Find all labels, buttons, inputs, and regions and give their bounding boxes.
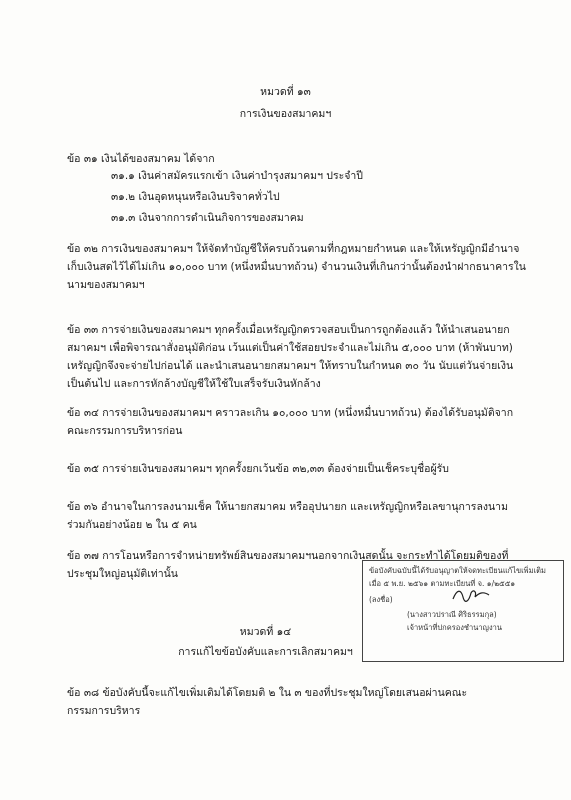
article-32-line: นามของสมาคมฯ: [67, 279, 145, 291]
registration-stamp: [362, 560, 564, 662]
article-33-line: ข้อ ๓๓ การจ่ายเงินของสมาคมฯ ทุกครั้งเมื่อเหรัญญิกตรวจสอบเป็นการถูกต้องแล้ว ให้นำเสนอนายก: [67, 324, 510, 336]
article-31-intro: ข้อ ๓๑ เงินได้ของสมาคม ได้จาก: [67, 153, 215, 165]
stamp-officer-name: (นางสาวปราณี ศิริธรรมกุล): [407, 610, 497, 619]
article-33: [67, 321, 513, 393]
article-31-items: [111, 166, 363, 229]
article-34-line: ข้อ ๓๔ การจ่ายเงินของสมาคมฯ คราวละเกิน ๑๐,๐๐๐ บาท (หนึ่งหมื่นบาทถ้วน) ต้องได้รับอนุมัติจาก: [67, 407, 514, 419]
stamp-date-line: เมื่อ ๕ พ.ย. ๒๕๖๑ ตามทะเบียนที่ จ. ๑/๒๕๕๑: [369, 579, 516, 588]
chapter-14-number: หมวดที่ ๑๔: [239, 626, 292, 638]
article-38-line: กรรมการบริหาร: [67, 705, 141, 717]
article-31-item: ๓๑.๓ เงินจากการดำเนินกิจการของสมาคม: [111, 212, 304, 224]
chapter-14-title: การแก้ไขข้อบังคับและการเลิกสมาคมฯ: [178, 646, 353, 658]
article-32-line: ข้อ ๓๒ การเงินของสมาคมฯ ให้จัดทำบัญชีให้ครบถ้วนตามที่กฎหมายกำหนด และให้เหรัญญิกมีอำนาจ: [67, 243, 520, 255]
article-34-line: คณะกรรมการบริหารก่อน: [67, 425, 183, 437]
article-37-line: ข้อ ๓๗ การโอนหรือการจำหน่ายทรัพย์สินของสมาคมฯนอกจากเงินสดนั้น จะกระทำได้โดยมติของที่: [67, 550, 509, 562]
article-37-line: ประชุมใหญ่อนุมัติเท่านั้น: [67, 568, 178, 580]
article-36-line: ข้อ ๓๖ อำนาจในการลงนามเช็ค ให้นายกสมาคม หรืออุปนายก และเหรัญญิกหรือเลขานุการลงนาม: [67, 501, 508, 513]
chapter-13-title: การเงินของสมาคมฯ: [239, 108, 332, 120]
article-31-item: ๓๑.๑ เงินค่าสมัครแรกเข้า เงินค่าบำรุงสมาคมฯ ประจำปี: [111, 170, 363, 182]
article-34: [67, 404, 513, 440]
stamp-signed-label: (ลงชื่อ): [369, 595, 393, 604]
article-31-item: ๓๑.๒ เงินอุดหนุนหรือเงินบริจาคทั่วไป: [111, 191, 280, 203]
chapter-13-number: หมวดที่ ๑๓: [260, 86, 311, 98]
stamp-approval-line: ข้อบังคับฉบับนี้ได้รับอนุญาตให้จดทะเบียนแก้ไขเพิ่มเติม: [369, 566, 546, 575]
article-36: [67, 498, 508, 534]
article-33-line: เหรัญญิกจึงจะจ่ายไปก่อนได้ และนำเสนอนายกสมาคมฯ ให้ทราบในกำหนด ๓๐ วัน นับแต่วันจ่ายเงิน: [67, 360, 514, 372]
article-35: [67, 460, 449, 478]
article-33-line: เป็นต้นไป และการหักล้างบัญชีให้ใช้ใบเสร็จรับเงินหักล้าง: [67, 378, 321, 390]
article-35-line: ข้อ ๓๕ การจ่ายเงินของสมาคมฯ ทุกครั้งยกเว้นข้อ ๓๒,๓๓ ต้องจ่ายเป็นเช็คระบุชื่อผู้รับ: [67, 463, 449, 475]
article-32: [67, 240, 526, 294]
article-33-line: สมาคมฯ เพื่อพิจารณาสั่งอนุมัติก่อน เว้นแต่เป็นค่าใช้สอยประจำและไม่เกิน ๕,๐๐๐ บาท (ห้าพันบาท): [67, 342, 513, 354]
article-38-line: ข้อ ๓๘ ข้อบังคับนี้จะแก้ไขเพิ่มเติมได้โดยมติ ๒ ใน ๓ ของที่ประชุมใหญ่โดยเสนอผ่านคณะ: [67, 687, 468, 699]
stamp-officer-title: เจ้าหน้าที่ปกครองชำนาญงาน: [407, 623, 502, 632]
handwritten-signature: [451, 587, 491, 603]
article-38: [67, 684, 467, 720]
article-32-line: เก็บเงินสดไว้ได้ไม่เกิน ๑๐,๐๐๐ บาท (หนึ่งหมื่นบาทถ้วน) จำนวนเงินที่เกินกว่านั้นต้องนำฝากธนาคารใน: [67, 261, 526, 273]
article-36-line: ร่วมกันอย่างน้อย ๒ ใน ๕ คน: [67, 519, 197, 531]
